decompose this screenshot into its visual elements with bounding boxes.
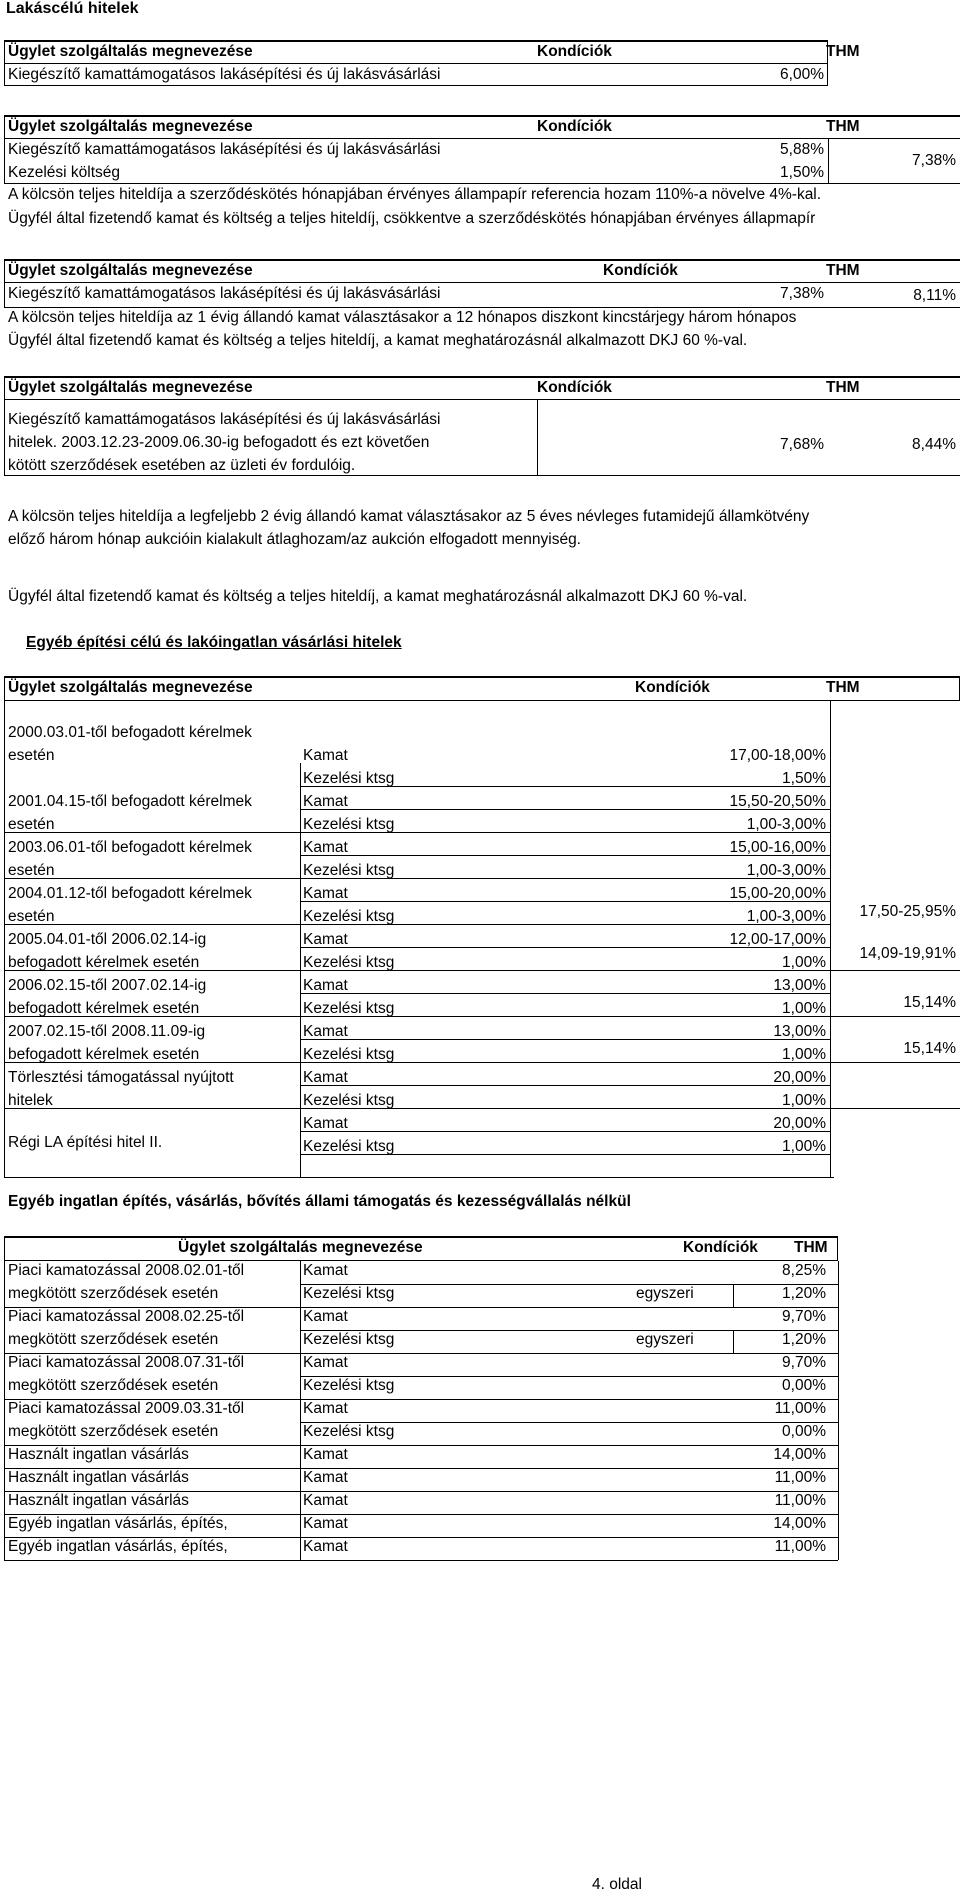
col-header-name: Ügylet szolgáltalás megnevezése	[8, 379, 253, 396]
cell-description: Piaci kamatozással 2008.07.31-től	[8, 1354, 245, 1371]
table-row	[0, 861, 960, 883]
cell-value: 15,50-20,50%	[729, 793, 826, 810]
cell-description: 2004.01.12-től befogadott kérelmek	[8, 885, 252, 902]
paragraph: előző három hónap aukcióin kialakult átlaghozam/az aukción elfogadott mennyiség.	[8, 531, 581, 548]
table-row	[0, 746, 960, 768]
cell-text: hitelek. 2003.12.23-2009.06.30-ig befogadott és ezt követően	[8, 434, 430, 451]
cell-description: Használt ingatlan vásárlás	[8, 1446, 189, 1463]
table-row: Kezelési költség	[8, 164, 121, 181]
cell-value: 1,50%	[780, 164, 824, 181]
col-header-conditions: Kondíciók	[603, 262, 678, 279]
cell-condition-type: Kamat	[303, 1400, 348, 1417]
cell-description: 2001.04.15-től befogadott kérelmek	[8, 793, 252, 810]
cell-condition-type: Kezelési ktsg	[303, 1092, 395, 1109]
cell-value: 1,00%	[782, 954, 826, 971]
table-row	[0, 769, 960, 791]
col-header-name: Ügylet szolgáltalás megnevezése	[8, 43, 253, 60]
table-rule	[300, 1085, 830, 1086]
cell-note: egyszeri	[636, 1285, 694, 1302]
cell-description: megkötött szerződések esetén	[8, 1285, 219, 1302]
cell-condition-type: Kamat	[303, 1023, 348, 1040]
cell-value: 14,00%	[773, 1446, 826, 1463]
table-row	[0, 999, 960, 1021]
table-row	[0, 723, 960, 745]
cell-description: 2006.02.15-től 2007.02.14-ig	[8, 977, 207, 994]
cell-condition-type: Kamat	[303, 1115, 348, 1132]
table-rule	[4, 832, 830, 833]
table-row	[0, 792, 960, 814]
table-rule	[830, 701, 831, 1177]
cell-value: 1,00%	[782, 1000, 826, 1017]
cell-condition-type: Kamat	[303, 1446, 348, 1463]
table-row	[0, 1091, 960, 1113]
cell-description: Használt ingatlan vásárlás	[8, 1492, 189, 1509]
table-row	[0, 1445, 960, 1467]
cell-condition-type: Kezelési ktsg	[303, 816, 395, 833]
cell-condition-type: Kamat	[303, 1354, 348, 1371]
cell-description: Törlesztési támogatással nyújtott	[8, 1069, 234, 1086]
col-header-thm: THM	[826, 118, 860, 135]
cell-value: 1,00%	[782, 1138, 826, 1155]
page-title: Lakáscélú hitelek	[6, 0, 139, 17]
cell-condition-type: Kamat	[303, 1308, 348, 1325]
table-rule	[4, 1261, 5, 1560]
cell-condition-type: Kezelési ktsg	[303, 862, 395, 879]
cell-condition-type: Kamat	[303, 1492, 348, 1509]
cell-value: 11,00%	[774, 1492, 826, 1509]
table-row	[0, 1261, 960, 1283]
cell-condition-type: Kamat	[303, 747, 348, 764]
cell-value: 11,00%	[774, 1538, 826, 1555]
note: A kölcsön teljes hiteldíja a szerződéskötés hónapjában érvényes állampapír referencia hozam 110%-a növelve 4%-kal.	[8, 186, 822, 203]
cell-value: 9,70%	[782, 1354, 826, 1371]
cell-condition-type: Kamat	[303, 793, 348, 810]
table-rule	[4, 878, 830, 879]
cell-value: 1,00-3,00%	[746, 862, 826, 879]
thm-value: 17,50-25,95%	[859, 903, 956, 920]
cell-condition-type: Kezelési ktsg	[303, 1331, 395, 1348]
cell-description: Piaci kamatozással 2009.03.31-től	[8, 1400, 245, 1417]
thm-value: 14,09-19,91%	[859, 945, 956, 962]
table-row	[0, 953, 960, 975]
cell-description: Piaci kamatozással 2008.02.25-től	[8, 1308, 245, 1325]
table-row	[0, 1491, 960, 1513]
table-rule	[300, 809, 830, 810]
table-rule	[4, 1062, 960, 1063]
cell-condition-type: Kezelési ktsg	[303, 1138, 395, 1155]
col-header-name: Ügylet szolgáltalás megnevezése	[8, 679, 253, 696]
cell-value: 0,00%	[782, 1423, 826, 1440]
note: A kölcsön teljes hiteldíja az 1 évig állandó kamat választásakor a 12 hónapos diszkont kincstárjegy három hónapos	[8, 309, 797, 326]
paragraph: A kölcsön teljes hiteldíja a legfeljebb 2 évig állandó kamat választásakor az 5 éves névleges futamidejű államkötvény	[8, 508, 810, 525]
cell-condition-type: Kezelési ktsg	[303, 908, 395, 925]
cell-description: Egyéb ingatlan vásárlás, építés,	[8, 1538, 228, 1555]
cell-value: 15,00-16,00%	[729, 839, 826, 856]
cell-description: befogadott kérelmek esetén	[8, 1046, 200, 1063]
table-row	[0, 1114, 960, 1136]
note: Ügyfél által fizetendő kamat és költség a teljes hiteldíj, csökkentve a szerződéskötés hónapjában érvényes állapmapír	[8, 210, 816, 227]
cell-value: 1,00%	[782, 1092, 826, 1109]
cell-value: 8,25%	[782, 1262, 826, 1279]
col-header-conditions: Kondíciók	[537, 118, 612, 135]
cell-description: megkötött szerződések esetén	[8, 1331, 219, 1348]
cell-condition-type: Kamat	[303, 1538, 348, 1555]
cell-value: 15,00-20,00%	[729, 885, 826, 902]
table-row	[0, 976, 960, 998]
table-row	[0, 838, 960, 860]
cell-value: 0,00%	[782, 1377, 826, 1394]
cell-value: 14,00%	[773, 1515, 826, 1532]
cell-value: 1,20%	[782, 1285, 826, 1302]
table-rule	[300, 901, 830, 902]
cell-value: 12,00-17,00%	[729, 931, 826, 948]
cell-condition-type: Kezelési ktsg	[303, 954, 395, 971]
cell-condition-type: Kezelési ktsg	[303, 1423, 395, 1440]
table-row	[0, 884, 960, 906]
section-title: Egyéb építési célú és lakóingatlan vásárlási hitelek	[26, 634, 402, 651]
cell-value: 9,70%	[782, 1308, 826, 1325]
cell-condition-type: Kezelési ktsg	[303, 1000, 395, 1017]
cell-condition-type: Kamat	[303, 1262, 348, 1279]
cell-value: 13,00%	[773, 977, 826, 994]
cell-note: egyszeri	[636, 1331, 694, 1348]
cell-value: 7,38%	[780, 285, 824, 302]
thm-value: 8,11%	[913, 287, 956, 304]
cell-value: 13,00%	[773, 1023, 826, 1040]
table-rule	[300, 1131, 830, 1132]
thm-value: 15,14%	[903, 994, 956, 1011]
cell-value: 1,20%	[782, 1331, 826, 1348]
table-rule	[838, 1261, 839, 1560]
cell-condition-type: Kamat	[303, 977, 348, 994]
cell-condition-type: Kamat	[303, 839, 348, 856]
table-row	[0, 1353, 960, 1375]
cell-description: 2007.02.15-től 2008.11.09-ig	[8, 1023, 206, 1040]
table-row	[0, 1022, 960, 1044]
col-header-conditions: Kondíciók	[537, 43, 612, 60]
col-header-thm: THM	[826, 379, 860, 396]
cell-description: 2005.04.01-től 2006.02.14-ig	[8, 931, 207, 948]
cell-description: Egyéb ingatlan vásárlás, építés,	[8, 1515, 228, 1532]
table-rule	[300, 993, 830, 994]
col-header-thm: THM	[826, 679, 860, 696]
note: Ügyfél által fizetendő kamat és költség a teljes hiteldíj, a kamat meghatározásnál alkalmazott DKJ 60 %-val.	[8, 332, 748, 349]
cell-condition-type: Kezelési ktsg	[303, 770, 395, 787]
cell-condition-type: Kamat	[303, 931, 348, 948]
cell-description: esetén	[8, 747, 55, 764]
table-rule	[733, 1284, 734, 1307]
thm-value: 15,14%	[903, 1040, 956, 1057]
cell-value: 20,00%	[773, 1069, 826, 1086]
thm-value: 8,44%	[912, 436, 956, 453]
table-row	[0, 1537, 960, 1559]
cell-text: Kiegészítő kamattámogatásos lakásépítési és új lakásvásárlási	[8, 411, 441, 428]
table-row	[0, 1422, 960, 1444]
cell-condition-type: Kezelési ktsg	[303, 1046, 395, 1063]
cell-condition-type: Kamat	[303, 1469, 348, 1486]
col-header-thm: THM	[826, 43, 860, 60]
cell-description: 2003.06.01-től befogadott kérelmek	[8, 839, 252, 856]
table-row	[0, 1068, 960, 1090]
table-rule	[4, 1016, 960, 1017]
cell-condition-type: Kezelési ktsg	[303, 1285, 395, 1302]
table-rule	[300, 947, 830, 948]
cell-value: 1,00-3,00%	[746, 908, 826, 925]
table-rule	[4, 970, 960, 971]
table-rule	[4, 924, 830, 925]
table-rule	[300, 855, 830, 856]
col-header-thm: THM	[794, 1239, 828, 1256]
cell-condition-type: Kamat	[303, 885, 348, 902]
cell-description: hitelek	[8, 1092, 53, 1109]
cell-description: megkötött szerződések esetén	[8, 1423, 219, 1440]
table-rule	[4, 1560, 838, 1561]
cell-description: befogadott kérelmek esetén	[8, 954, 200, 971]
table-row	[0, 930, 960, 952]
table-row	[0, 1284, 960, 1306]
thm-value: 7,38%	[912, 152, 956, 169]
table-row	[0, 1514, 960, 1536]
cell-description: Piaci kamatozással 2008.02.01-től	[8, 1262, 245, 1279]
table-rule	[300, 763, 301, 1177]
cell-value: 5,88%	[780, 141, 824, 158]
table-row	[0, 1468, 960, 1490]
table-row	[0, 1399, 960, 1421]
cell-value: 11,00%	[774, 1400, 826, 1417]
cell-value: 6,00%	[780, 66, 824, 83]
cell-value: 1,00-3,00%	[746, 816, 826, 833]
cell-description: esetén	[8, 908, 55, 925]
cell-value: 1,50%	[782, 770, 826, 787]
col-header-conditions: Kondíciók	[683, 1239, 758, 1256]
table-row	[0, 907, 960, 929]
col-header-conditions: Kondíciók	[635, 679, 710, 696]
col-header-name: Ügylet szolgáltalás megnevezése	[8, 262, 253, 279]
cell-condition-type: Kezelési ktsg	[303, 1377, 395, 1394]
regi-la-label: Régi LA építési hitel II.	[8, 1134, 163, 1151]
table-rule	[733, 1330, 734, 1353]
page-number: 4. oldal	[592, 1876, 642, 1893]
cell-condition-type: Kamat	[303, 1069, 348, 1086]
col-header-name: Ügylet szolgáltalás megnevezése	[178, 1239, 423, 1256]
table-rule	[300, 1261, 301, 1560]
cell-description: 2000.03.01-től befogadott kérelmek	[8, 724, 252, 741]
table-rule	[4, 1177, 834, 1178]
cell-value: 1,00%	[782, 1046, 826, 1063]
cell-value: 20,00%	[773, 1115, 826, 1132]
cell-description: befogadott kérelmek esetén	[8, 1000, 200, 1017]
cell-value: 17,00-18,00%	[729, 747, 826, 764]
table-rule	[300, 786, 830, 787]
table-row: Kiegészítő kamattámogatásos lakásépítési és új lakásvásárlási	[8, 66, 441, 83]
table-rule	[4, 1108, 960, 1109]
cell-text: kötött szerződések esetében az üzleti év fordulóig.	[8, 457, 356, 474]
table-row: Kiegészítő kamattámogatásos lakásépítési és új lakásvásárlási	[8, 141, 441, 158]
table-rule	[4, 701, 5, 1177]
cell-description: esetén	[8, 816, 55, 833]
col-header-thm: THM	[826, 262, 860, 279]
cell-value: 7,68%	[780, 436, 824, 453]
table-row: Kiegészítő kamattámogatásos lakásépítési és új lakásvásárlási	[8, 285, 441, 302]
cell-description: Használt ingatlan vásárlás	[8, 1469, 189, 1486]
cell-description: megkötött szerződések esetén	[8, 1377, 219, 1394]
cell-description: esetén	[8, 862, 55, 879]
table-rule	[300, 1039, 830, 1040]
table-row	[0, 815, 960, 837]
section-title: Egyéb ingatlan építés, vásárlás, bővítés állami támogatás és kezességvállalás nélkül	[8, 1193, 631, 1210]
table-row	[0, 1045, 960, 1067]
table-rule	[300, 1154, 830, 1155]
paragraph: Ügyfél által fizetendő kamat és költség a teljes hiteldíj, a kamat meghatározásnál alkalmazott DKJ 60 %-val.	[8, 588, 748, 605]
col-header-conditions: Kondíciók	[537, 379, 612, 396]
table-row	[0, 1376, 960, 1398]
cell-value: 11,00%	[774, 1469, 826, 1486]
table-row	[0, 1330, 960, 1352]
table-row	[0, 1307, 960, 1329]
cell-condition-type: Kamat	[303, 1515, 348, 1532]
col-header-name: Ügylet szolgáltalás megnevezése	[8, 118, 253, 135]
